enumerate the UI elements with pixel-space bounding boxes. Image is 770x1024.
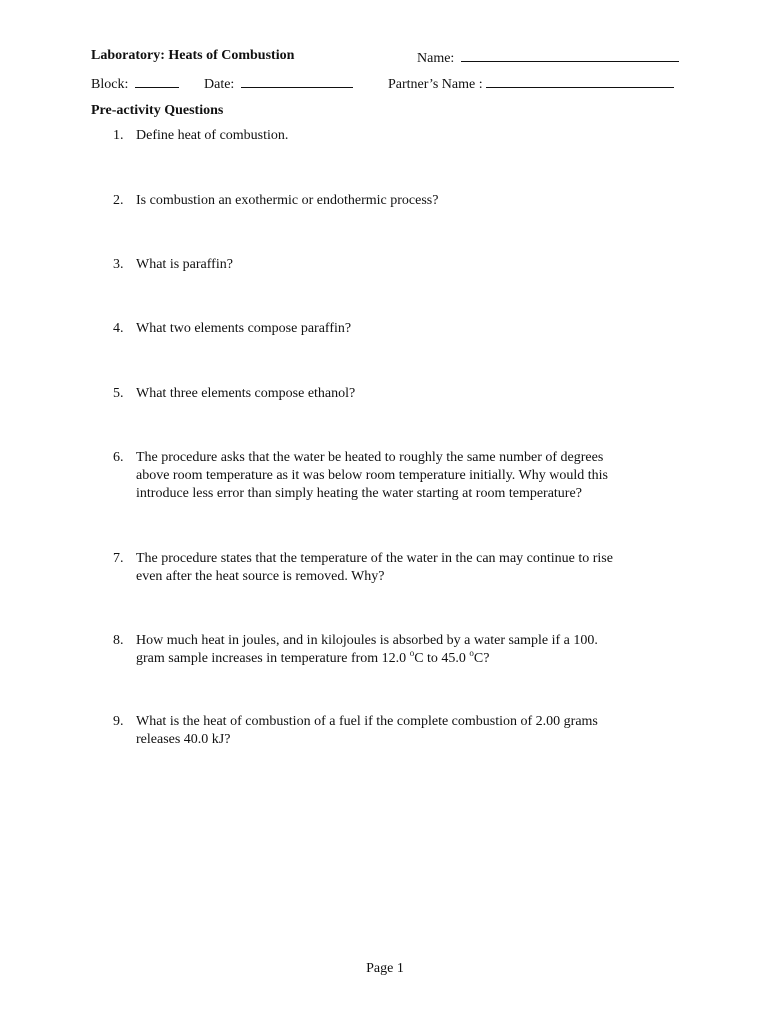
- question-line: above room temperature as it was below room temperature initially. Why would this: [136, 468, 608, 483]
- question-number: 3.: [113, 257, 124, 272]
- question-line: releases 40.0 kJ?: [136, 732, 231, 747]
- question-text: [136, 192, 438, 210]
- question-line: How much heat in joules, and in kilojoules is absorbed by a water sample if a 100.: [136, 633, 598, 648]
- degree-superscript: o: [469, 648, 474, 658]
- question-line-part: C to 45.0: [414, 651, 470, 666]
- question-text: [136, 632, 598, 668]
- date-blank-line[interactable]: [241, 73, 353, 88]
- question-number: 2.: [113, 193, 124, 208]
- question-number: 9.: [113, 714, 124, 729]
- question-line: What three elements compose ethanol?: [136, 386, 356, 401]
- question-line: Is combustion an exothermic or endothermic process?: [136, 193, 439, 208]
- question-text: [136, 320, 351, 338]
- question-number: 6.: [113, 450, 124, 465]
- question-text: [136, 256, 233, 274]
- partner-label: Partner’s Name :: [388, 77, 483, 92]
- question-line: What is the heat of combustion of a fuel if the complete combustion of 2.00 grams: [136, 714, 598, 729]
- name-blank-line[interactable]: [461, 47, 679, 62]
- question-number: 7.: [113, 551, 124, 566]
- page-number: Page 1: [366, 961, 404, 976]
- question-line-part: C?: [473, 651, 490, 666]
- block-label: Block:: [91, 77, 129, 92]
- block-field: [91, 73, 179, 94]
- question-line: What is paraffin?: [136, 257, 233, 272]
- partner-blank-line[interactable]: [486, 73, 674, 88]
- question-number: 8.: [113, 633, 124, 648]
- question-line-with-superscripts: [136, 650, 598, 668]
- name-field: [417, 47, 679, 68]
- question-text: [136, 449, 608, 503]
- question-text: [136, 550, 613, 586]
- partner-field: [388, 73, 674, 94]
- date-field: [204, 73, 353, 94]
- question-line: introduce less error than simply heating the water starting at room temperature?: [136, 486, 582, 501]
- question-line: The procedure asks that the water be heated to roughly the same number of degrees: [136, 450, 604, 465]
- question-number: 1.: [113, 128, 124, 143]
- date-label: Date:: [204, 77, 235, 92]
- question-line-part: gram sample increases in temperature from 12.0: [136, 651, 410, 666]
- question-line: The procedure states that the temperature of the water in the can may continue to rise: [136, 551, 613, 566]
- question-line: What two elements compose paraffin?: [136, 321, 352, 336]
- question-text: [136, 127, 288, 145]
- section-title: Pre-activity Questions: [91, 103, 224, 118]
- question-number: 4.: [113, 321, 124, 336]
- question-line: Define heat of combustion.: [136, 128, 289, 143]
- degree-superscript: o: [409, 648, 415, 658]
- question-text: [136, 713, 598, 749]
- name-label: Name:: [417, 51, 455, 66]
- question-text: [136, 385, 355, 403]
- document-title: Laboratory: Heats of Combustion: [91, 48, 295, 63]
- question-line: even after the heat source is removed. Why?: [136, 569, 385, 584]
- question-number: 5.: [113, 386, 124, 401]
- block-blank-line[interactable]: [135, 73, 179, 88]
